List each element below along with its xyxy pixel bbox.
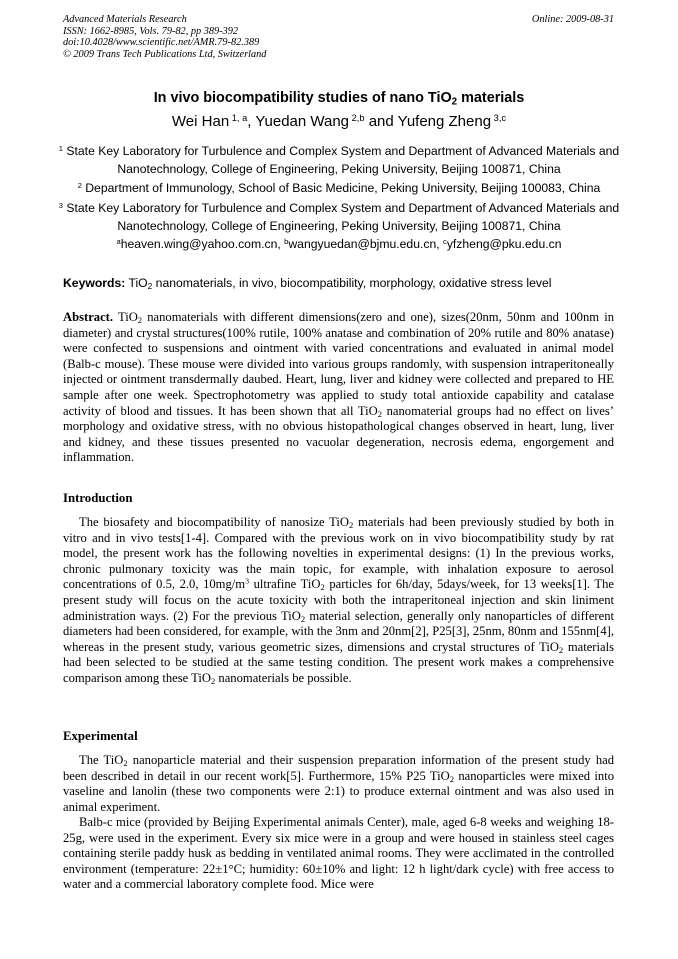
author-emails: $^a$heaven.wing@yahoo.com.cn, $^b$wangyuedan@bjmu.edu.cn, $^c$yfzheng@pku.edu.cn [116, 236, 562, 251]
keywords: Keywords: TiO$_2$ nanomaterials, in vivo, biocompatibility, morphology, oxidative stress level [63, 276, 552, 292]
experimental-paragraph-1: The TiO$_2$ nanoparticle material and their suspension preparation information of the present study had been described in detail in our recent work[5]. Furthermore, 15% P25 TiO$_2$ nanoparticles were mixed into vaseline and lanolin (these two components were 2:1) to produce external ointment and was also used in animal experiment. [63, 753, 614, 814]
abstract-label: Abstract. [63, 310, 114, 324]
online-date: Online: 2009-08-31 [531, 14, 614, 25]
affiliation-2: $^2$ Department of Immunology, School of Basic Medicine, Peking University, Beijing 100083, China [77, 180, 601, 195]
introduction-paragraph: The biosafety and biocompatibility of nanosize TiO$_2$ materials had been previously studied by both in vitro and in vivo tests[1-4]. Compared with the previous work on in vivo biocompatibility study by rat model, the present work has the following novelties in experimental designs: (1) In the previous works, chronic pulmonary toxicity was the main topic, for example, with inhalation exposure to aerosol concentrations of 0.5, 2.0, $10mg/m^3$ ultrafine TiO$_2$ particles for 6h/day, 5days/week, for 13 weeks[1]. The present study will focus on the acute toxicity with both the intraperitoneal injection and skin liniment administration ways. (2) For the previous TiO$_2$ material selection, generally only nanoparticles of different diameters had been considered, for example, with the 3nm and 20nm[2], P25[3], 25nm, 80nm and 155nm[4], whereas in the present study, various geometric sizes, dimensions and crystal structures of TiO$_2$ materials had been selected to be studied at the same testing condition. The present work makes a comprehensive comparison among these TiO$_2$ nanomaterials be possible. [63, 515, 614, 687]
abstract: Abstract. TiO$_2$ nanomaterials with different dimensions(zero and one), sizes(20nm, 50nm and 100nm in diameter) and crystal structures(100% rutile, 100% anatase and combination of 20% rutile and 80% anatase) were confected to suspensions and ointment with varied concentrations and evaluated in animal model (Balb-c mouse). These mouse were divided into various groups randomly, with suspension intraperitoneally injected or ointment transdermally daubed. Heart, lung, liver and kidney were collected and prepared to HE sample after one week. Spectrophotometry was applied to study total antioxide capability and catalase activity of blood and tissues. It has been shown that all TiO$_2$ nanomaterial groups had no effect on lives’ morphology and oxidative stress, with no obvious histopathological changes observed in heart, lung, liver and kidney, and these tissues presented no vacuolar degeneration, necrosis edema, engorgement and inflammation. [63, 310, 615, 465]
journal-doi: doi:10.4028/www.scientific.net/AMR.79-82.389 [63, 37, 260, 49]
journal-copyright: © 2009 Trans Tech Publications Ltd, Switzerland [63, 48, 267, 60]
author-name: Wei Han [171, 113, 230, 130]
journal-header [63, 14, 266, 60]
journal-name: Advanced Materials Research [63, 14, 187, 25]
paper-title: In vivo biocompatibility studies of nano TiO$_2$ materials [153, 90, 525, 108]
email-link[interactable]: heaven.wing@yahoo.com.cn [120, 237, 278, 251]
author-name: Yuedan Wang [255, 113, 350, 130]
author-name: Yufeng Zheng [397, 113, 492, 130]
affiliation-3: $^3$ State Key Laboratory for Turbulence and Complex System and Department of Advanced Materials and Nanotechnology, College of Engineering, Peking University, Beijing 100871, China [58, 200, 620, 233]
email-link[interactable]: yfzheng@pku.edu.cn [446, 237, 562, 251]
affiliation-1: $^1$ State Key Laboratory for Turbulence and Complex System and Department of Advanced Materials and Nanotechnology, College of Engineering, Peking University, Beijing 100871, China [58, 143, 620, 176]
author-list: Wei Han $^{1, a}$, Yuedan Wang $^{2,b}$ and Yufeng Zheng $^{3,c}$ [171, 112, 507, 130]
experimental-paragraph-2: Balb-c mice (provided by Beijing Experimental animals Center), male, aged 6-8 weeks and weighing 18-25g, were used in the experiment. Every six mice were in a group and were housed in stainless steel cages containing sterile paddy husk as bedding in ventilated animal rooms. They were acclimated in the controlled environment (temperature: 22±1°C; humidity: 60±10% and light: 12 h light/dark cycle) with free access to water and a commercial laboratory complete food. Mice were [63, 815, 614, 892]
journal-issn: ISSN: 1662-8985, Vols. 79-82, pp 389-392 [63, 25, 239, 37]
email-link[interactable]: wangyuedan@bjmu.edu.cn [288, 237, 437, 251]
section-heading-introduction: Introduction [63, 491, 133, 505]
keywords-label: Keywords: [63, 276, 126, 290]
section-heading-experimental: Experimental [63, 729, 138, 743]
